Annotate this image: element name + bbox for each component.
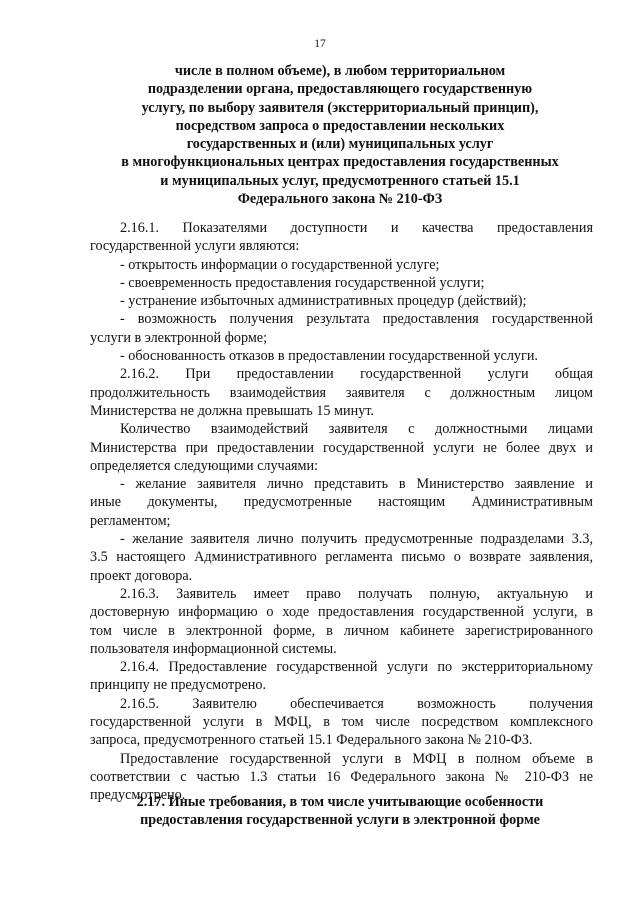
heading-line: в многофункциональных центрах предоставления государственных — [121, 154, 559, 171]
list-item: - желание заявителя лично представить в Министерство заявление и — [120, 476, 593, 493]
text-line: Предоставление государственной услуги в МФЦ в полном объеме в — [120, 750, 593, 767]
body-text — [90, 219, 593, 805]
list-item: - обоснованность отказов в предоставлении государственной услуги. — [120, 348, 538, 365]
text-line: Министерства при предоставлении государственной услуги не более двух и — [90, 439, 593, 456]
text-line: 2.16.3. Заявитель имеет право получать полную, актуальную и — [120, 585, 593, 602]
text-line: пользователя информационной системы. — [90, 640, 337, 657]
heading-line: посредством запроса о предоставлении нескольких — [175, 117, 505, 134]
text-line: том числе в электронной форме, в личном кабинете зарегистрированного — [90, 622, 593, 639]
text-line: Министерства не должна превышать 15 минут. — [90, 402, 374, 419]
section-heading-2-16 — [84, 62, 596, 208]
text-line: продолжительность взаимодействия заявителя с должностным лицом — [90, 384, 593, 401]
text-line: государственной услуги в МФЦ, в том числе посредством комплексного — [90, 714, 593, 731]
list-item: - возможность получения результата предоставления государственной — [120, 311, 593, 328]
text-line: государственной услуги являются: — [90, 238, 300, 255]
text-line: достоверную информацию о ходе предоставления государственной услуги, в — [90, 604, 593, 621]
text-line: соответствии с частью 1.3 статьи 16 Федерального закона № 210-ФЗ не — [90, 768, 593, 785]
heading-line: подразделении органа, предоставляющего государственную — [147, 81, 533, 98]
text-line: предусмотрено. — [90, 787, 186, 804]
list-item: - своевременность предоставления государственной услуги; — [120, 274, 485, 291]
text-line: Количество взаимодействий заявителя с должностными лицами — [120, 421, 593, 438]
text-line: проект договора. — [90, 567, 193, 584]
heading-line: 2.17. Иные требования, в том числе учитывающие особенности — [136, 794, 544, 810]
text-line: услуги в электронной форме; — [90, 329, 268, 346]
page-number: 17 — [314, 38, 326, 50]
text-line: 2.16.4. Предоставление государственной услуги по экстерриториальному — [120, 659, 593, 676]
text-line: регламентом; — [90, 512, 171, 529]
text-line: запроса, предусмотренного статьей 15.1 Федерального закона № 210-ФЗ. — [90, 732, 533, 749]
heading-line: услугу, по выбору заявителя (экстерриториальный принцип), — [141, 99, 539, 116]
heading-line: государственных и (или) муниципальных услуг — [186, 136, 494, 153]
list-item: - устранение избыточных административных процедур (действий); — [120, 293, 527, 310]
text-line: определяется следующими случаями: — [90, 457, 319, 474]
text-line: 2.16.2. При предоставлении государственной услуги общая — [120, 366, 593, 383]
heading-line: и муниципальных услуг, предусмотренного статьей 15.1 — [160, 172, 520, 189]
text-line: принципу не предусмотрено. — [90, 677, 267, 694]
heading-line: предоставления государственной услуги в электронной форме — [140, 812, 540, 829]
heading-line: числе в полном объеме), в любом территориальном — [174, 63, 506, 79]
text-line: 2.16.1. Показателями доступности и качества предоставления — [120, 220, 593, 236]
text-line: 3.5 настоящего Административного регламента письмо о возврате заявления, — [90, 549, 593, 566]
list-item: - открытость информации о государственной услуге; — [120, 256, 440, 273]
text-line: иные документы, предусмотренные настоящим Административным — [90, 494, 593, 511]
list-item: - желание заявителя лично получить предусмотренные подразделами 3.3, — [120, 531, 593, 548]
heading-line: Федерального закона № 210-ФЗ — [237, 191, 443, 208]
text-line: 2.16.5. Заявителю обеспечивается возможность получения — [120, 695, 593, 712]
section-heading-2-17 — [84, 793, 596, 830]
